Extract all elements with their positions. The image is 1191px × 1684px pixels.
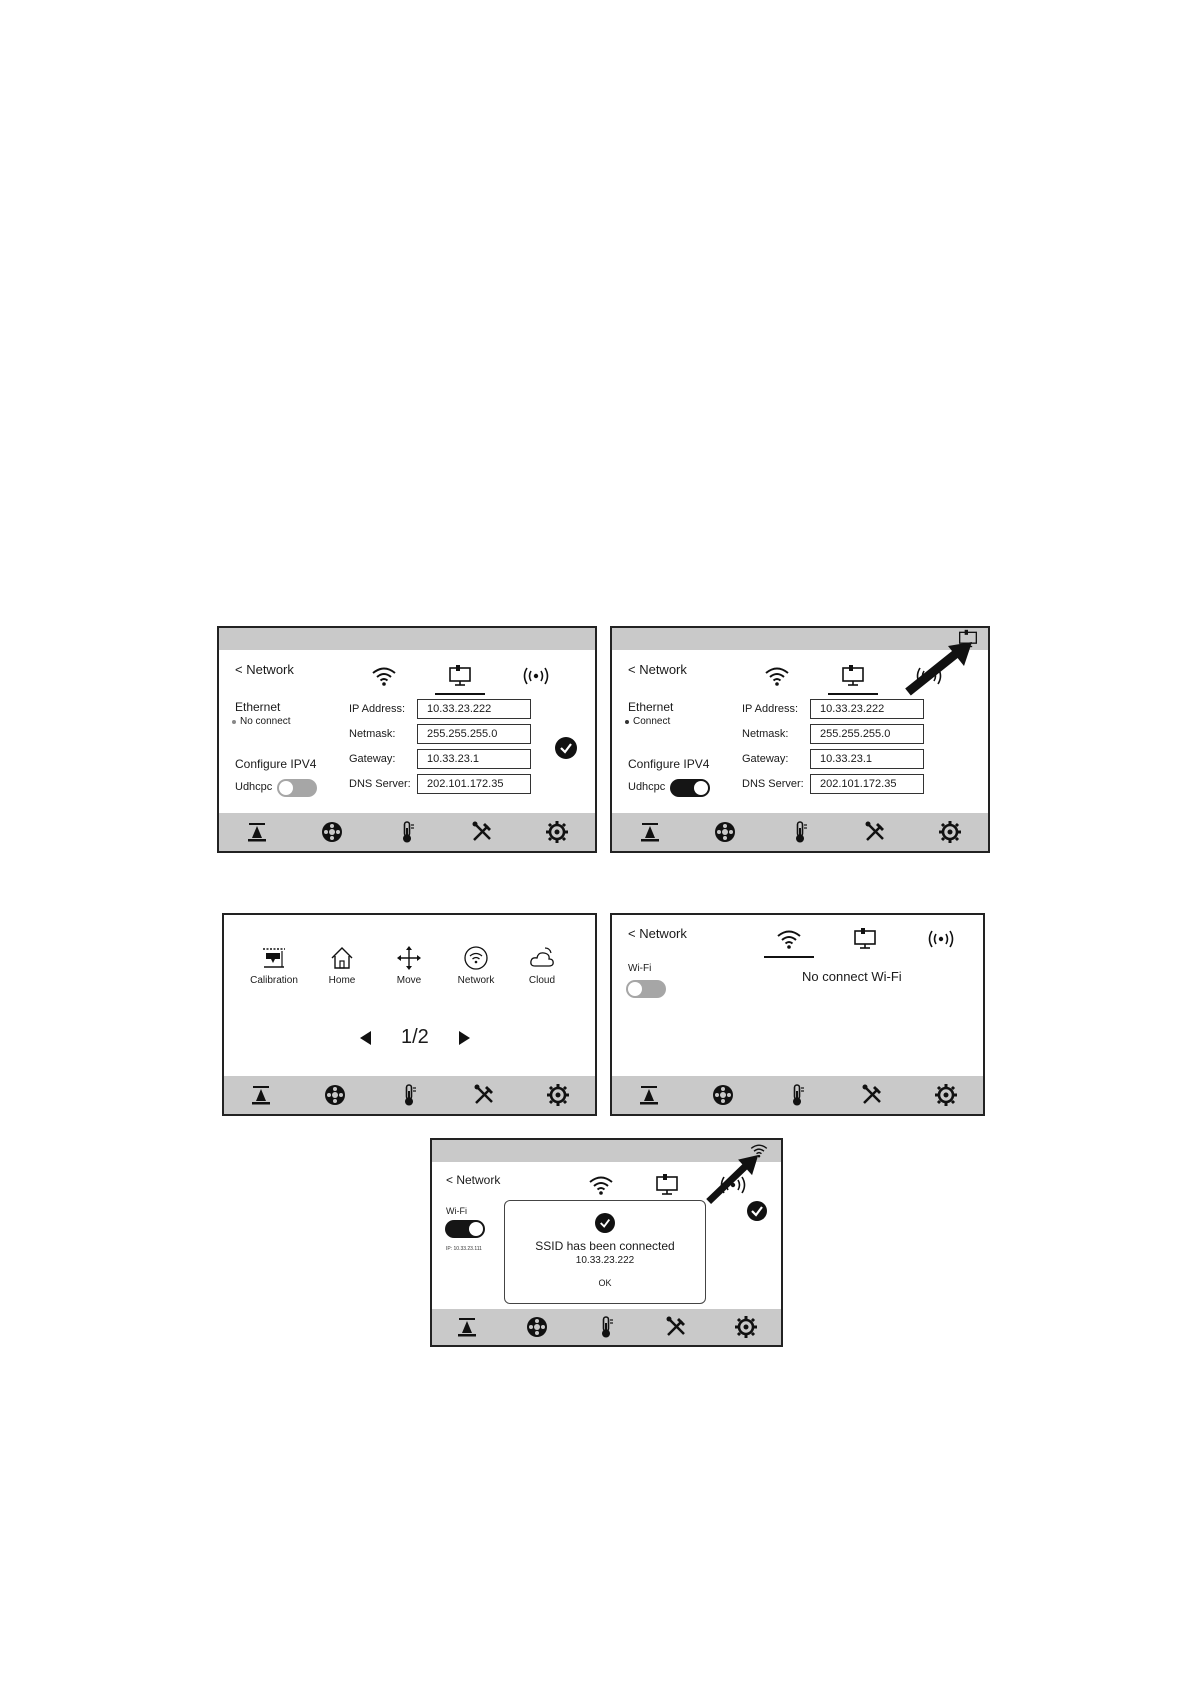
menu-item-label: Calibration	[250, 975, 298, 986]
back-button[interactable]: < Network	[446, 1173, 501, 1187]
gateway-row	[742, 749, 924, 769]
wifi-icon	[370, 664, 398, 688]
settings-icon	[734, 1315, 758, 1339]
filament-icon	[525, 1315, 549, 1339]
menu-item-network[interactable]	[444, 945, 508, 986]
tab-hotspot[interactable]	[708, 1170, 758, 1200]
dialog-ip: 10.33.23.222	[575, 1255, 635, 1266]
tab-hotspot[interactable]	[904, 661, 954, 691]
network-tabs	[764, 924, 966, 954]
temperature-button[interactable]	[593, 1314, 619, 1340]
settings-button[interactable]	[733, 1314, 759, 1340]
tab-wifi[interactable]	[359, 661, 409, 691]
tools-button[interactable]	[471, 1082, 497, 1108]
configure-ipv4-label: Configure IPV4	[235, 757, 317, 771]
cloud-icon	[529, 945, 555, 971]
toggle-knob	[279, 781, 293, 795]
back-button[interactable]: < Network	[235, 662, 294, 677]
tools-icon	[470, 820, 494, 844]
menu-item-label: Cloud	[528, 975, 556, 986]
gateway-label: Gateway:	[349, 753, 396, 765]
udhcpc-toggle[interactable]	[277, 779, 317, 797]
print-button[interactable]	[248, 1082, 274, 1108]
no-wifi-message: No connect Wi-Fi	[802, 969, 902, 984]
toggle-knob	[694, 781, 708, 795]
network-tabs	[359, 661, 561, 691]
calibration-icon	[261, 945, 287, 971]
temperature-icon	[395, 820, 419, 844]
tools-button[interactable]	[862, 819, 888, 845]
tools-icon	[664, 1315, 688, 1339]
bottom-nav	[612, 1076, 983, 1114]
bottom-nav	[224, 1076, 595, 1114]
tab-ethernet[interactable]	[435, 661, 485, 691]
tab-wifi[interactable]	[752, 661, 802, 691]
ethernet-title: Ethernet	[235, 700, 281, 714]
print-button[interactable]	[637, 819, 663, 845]
print-button[interactable]	[244, 819, 270, 845]
ethernet-icon	[446, 664, 474, 688]
tab-wifi[interactable]	[576, 1170, 626, 1200]
ethernet-status-label: Connect	[633, 716, 671, 727]
tab-ethernet[interactable]	[828, 661, 878, 691]
netmask-field[interactable]: 255.255.255.0	[810, 724, 924, 744]
temperature-button[interactable]	[787, 819, 813, 845]
gateway-row	[349, 749, 531, 769]
bottom-nav	[612, 813, 988, 851]
settings-button[interactable]	[545, 1082, 571, 1108]
dns-server-label: DNS Server:	[742, 778, 804, 790]
print-button[interactable]	[636, 1082, 662, 1108]
settings-button[interactable]	[544, 819, 570, 845]
filament-button[interactable]	[319, 819, 345, 845]
tab-hotspot[interactable]	[916, 924, 966, 954]
check-icon	[559, 741, 573, 755]
wifi-icon	[775, 927, 803, 951]
temperature-button[interactable]	[784, 1082, 810, 1108]
wifi-toggle[interactable]	[626, 980, 666, 998]
check-icon	[750, 1204, 764, 1218]
dns-server-field[interactable]: 202.101.172.35	[417, 774, 531, 794]
toggle-knob	[469, 1222, 483, 1236]
menu-item-label: Home	[328, 975, 356, 986]
status-dot	[625, 720, 629, 724]
menu-item-label: Network	[457, 975, 495, 986]
network-tabs	[752, 661, 954, 691]
temperature-button[interactable]	[396, 1082, 422, 1108]
tools-button[interactable]	[663, 1314, 689, 1340]
settings-icon	[545, 820, 569, 844]
netmask-row	[742, 724, 924, 744]
tools-icon	[863, 820, 887, 844]
ip-address-row	[349, 699, 531, 719]
move-icon	[396, 945, 422, 971]
filament-button[interactable]	[524, 1314, 550, 1340]
filament-icon	[323, 1083, 347, 1107]
wifi-icon	[587, 1173, 615, 1197]
udhcpc-label: Udhcpc	[628, 781, 666, 793]
tab-ethernet[interactable]	[840, 924, 890, 954]
confirm-button[interactable]	[555, 737, 577, 759]
network-icon	[463, 945, 489, 971]
netmask-label: Netmask:	[742, 728, 789, 740]
ethernet-status	[232, 716, 291, 727]
network-tabs	[576, 1170, 758, 1200]
wifi-icon	[763, 664, 791, 688]
dns-server-label: DNS Server:	[349, 778, 411, 790]
wifi-label: Wi-Fi	[628, 963, 652, 974]
temperature-icon	[788, 820, 812, 844]
ethernet-status	[625, 716, 670, 727]
back-button[interactable]: < Network	[628, 926, 687, 941]
screen-ethernet-disconnected	[217, 626, 597, 853]
print-button[interactable]	[454, 1314, 480, 1340]
netmask-label: Netmask:	[349, 728, 396, 740]
page-indicator: 1/2	[401, 1026, 429, 1048]
dns-server-row	[742, 774, 924, 794]
gateway-label: Gateway:	[742, 753, 789, 765]
ethernet-status-label: No connect	[240, 716, 291, 727]
gateway-field[interactable]: 10.33.23.1	[417, 749, 531, 769]
print-icon	[455, 1315, 479, 1339]
filament-button[interactable]	[322, 1082, 348, 1108]
success-icon	[595, 1213, 615, 1233]
menu-item-move[interactable]	[377, 945, 441, 986]
screen-tools-menu	[222, 913, 597, 1116]
print-icon	[638, 820, 662, 844]
print-icon	[249, 1083, 273, 1107]
settings-button[interactable]	[933, 1082, 959, 1108]
print-icon	[637, 1083, 661, 1107]
dialog-title: SSID has been connected	[535, 1239, 675, 1253]
hotspot-icon	[522, 664, 550, 688]
settings-button[interactable]	[937, 819, 963, 845]
confirm-button[interactable]	[747, 1201, 767, 1221]
wifi-toggle[interactable]	[445, 1220, 485, 1238]
wifi-label: Wi-Fi	[446, 1206, 467, 1216]
hotspot-icon	[927, 927, 955, 951]
tab-ethernet[interactable]	[642, 1170, 692, 1200]
temperature-icon	[397, 1083, 421, 1107]
ok-button[interactable]: OK	[598, 1278, 612, 1288]
home-icon	[329, 945, 355, 971]
udhcpc-label: Udhcpc	[235, 781, 273, 793]
menu-item-calibration[interactable]	[242, 945, 306, 986]
ethernet-icon	[653, 1173, 681, 1197]
check-icon	[599, 1217, 611, 1229]
filament-icon	[320, 820, 344, 844]
back-button[interactable]: < Network	[628, 662, 687, 677]
temperature-button[interactable]	[394, 819, 420, 845]
bottom-nav	[219, 813, 595, 851]
filament-button[interactable]	[712, 819, 738, 845]
menu-item-cloud[interactable]	[510, 945, 574, 986]
status-bar	[219, 628, 595, 650]
menu-item-label: Move	[396, 975, 422, 986]
gateway-field[interactable]: 10.33.23.1	[810, 749, 924, 769]
settings-icon	[938, 820, 962, 844]
bottom-nav	[432, 1309, 781, 1345]
filament-icon	[711, 1083, 735, 1107]
screen-wifi-disconnected	[610, 913, 985, 1116]
wifi-ip-address: IP: 10.33.23.111	[446, 1246, 482, 1252]
ip-address-row	[742, 699, 924, 719]
screen-wifi-connected	[430, 1138, 783, 1347]
ip-address-label: IP Address:	[742, 703, 799, 715]
screen-ethernet-connected	[610, 626, 990, 853]
connected-dialog	[504, 1200, 706, 1304]
configure-ipv4-label: Configure IPV4	[628, 757, 710, 771]
menu-item-home[interactable]	[310, 945, 374, 986]
settings-icon	[934, 1083, 958, 1107]
prev-page-button[interactable]	[360, 1031, 371, 1045]
udhcpc-toggle[interactable]	[670, 779, 710, 797]
tab-hotspot[interactable]	[511, 661, 561, 691]
ethernet-icon	[839, 664, 867, 688]
tools-button[interactable]	[859, 1082, 885, 1108]
ethernet-icon	[851, 927, 879, 951]
filament-icon	[713, 820, 737, 844]
dns-server-row	[349, 774, 531, 794]
pager	[360, 1026, 470, 1049]
tools-icon	[472, 1083, 496, 1107]
ip-address-label: IP Address:	[349, 703, 406, 715]
tools-button[interactable]	[469, 819, 495, 845]
print-icon	[245, 820, 269, 844]
netmask-field[interactable]: 255.255.255.0	[417, 724, 531, 744]
ip-address-field[interactable]: 10.33.23.222	[810, 699, 924, 719]
settings-icon	[546, 1083, 570, 1107]
dns-server-field[interactable]: 202.101.172.35	[810, 774, 924, 794]
toggle-knob	[628, 982, 642, 996]
ethernet-title: Ethernet	[628, 700, 674, 714]
filament-button[interactable]	[710, 1082, 736, 1108]
tools-icon	[860, 1083, 884, 1107]
temperature-icon	[785, 1083, 809, 1107]
ip-address-field[interactable]: 10.33.23.222	[417, 699, 531, 719]
temperature-icon	[594, 1315, 618, 1339]
next-page-button[interactable]	[459, 1031, 470, 1045]
netmask-row	[349, 724, 531, 744]
hotspot-icon	[719, 1173, 747, 1197]
tab-wifi[interactable]	[764, 924, 814, 954]
status-dot	[232, 720, 236, 724]
hotspot-icon	[915, 664, 943, 688]
